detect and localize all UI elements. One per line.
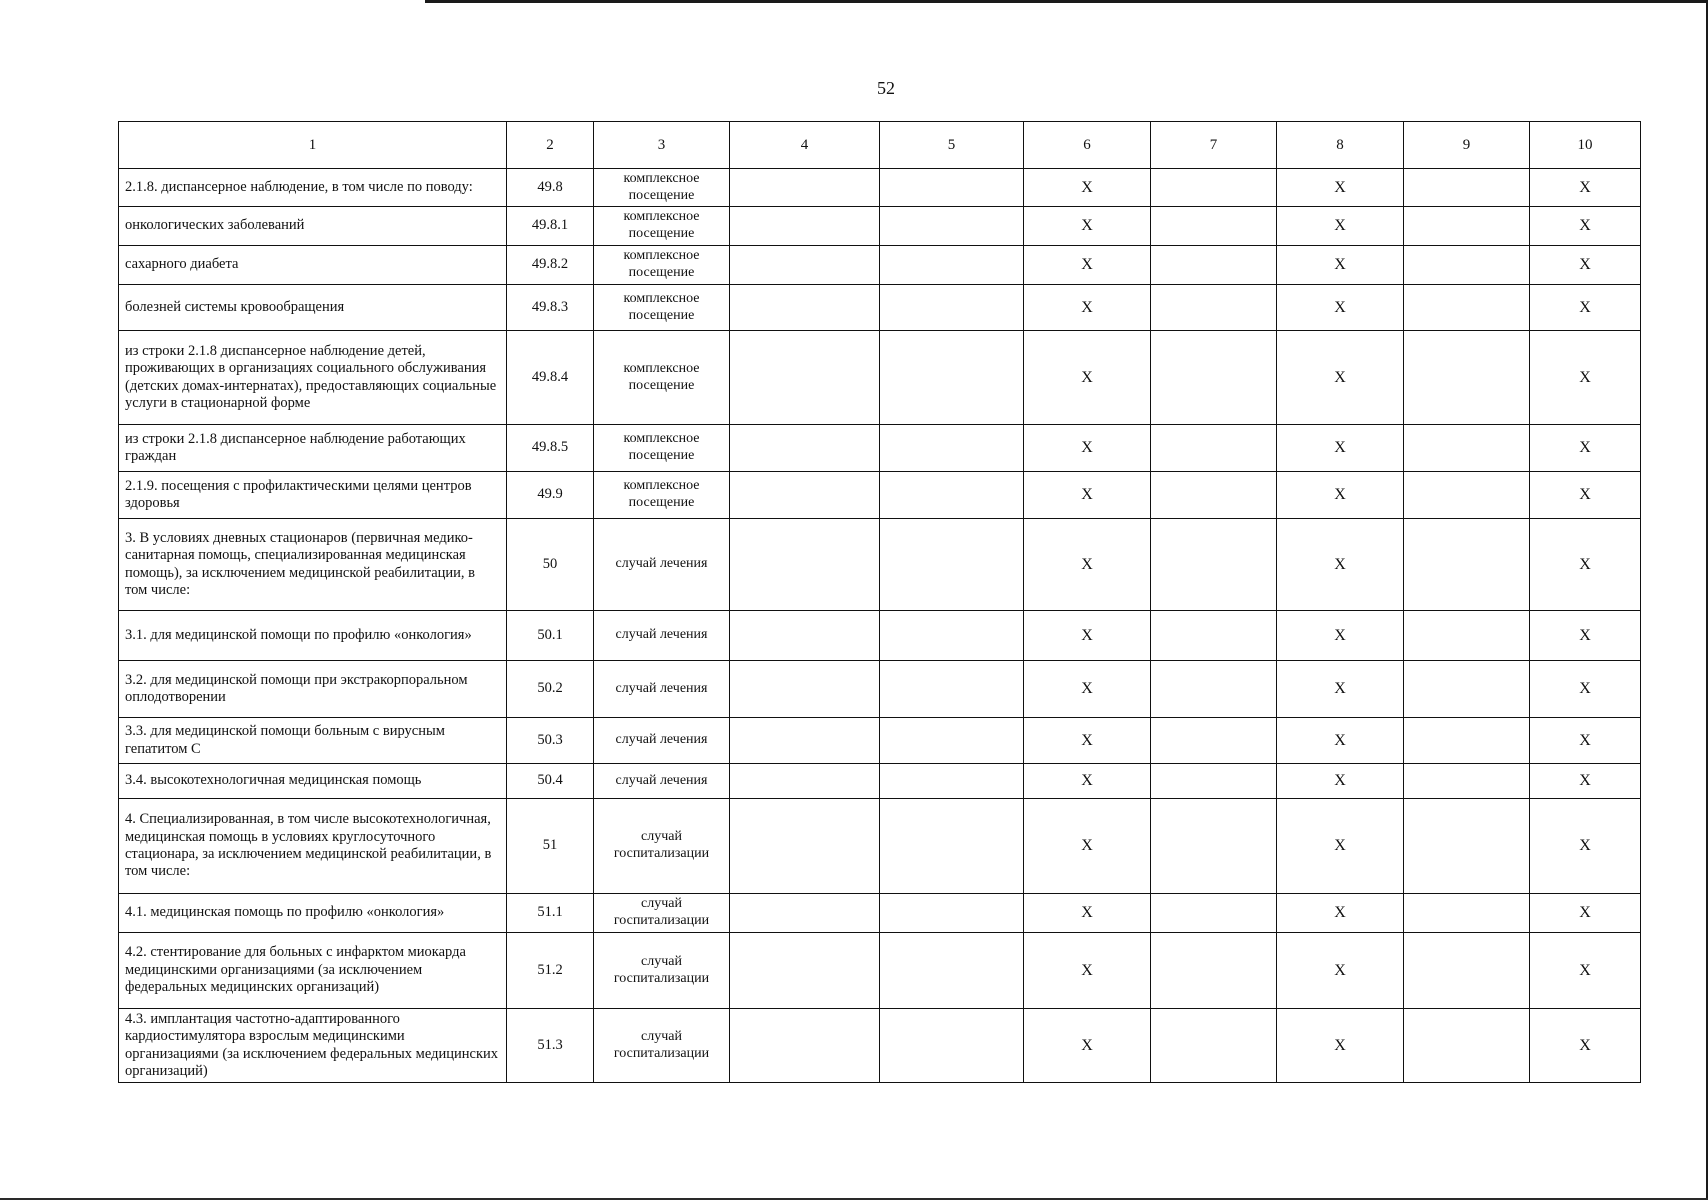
cell-x-mark: X xyxy=(1530,1009,1641,1083)
cell-empty xyxy=(730,246,880,285)
cell-empty xyxy=(1151,246,1277,285)
cell-x-mark: X xyxy=(1277,169,1404,207)
row-description: 3.4. высокотехнологичная медицинская помощь xyxy=(119,764,507,799)
cell-x-mark: X xyxy=(1530,285,1641,331)
row-unit: комплексное посещение xyxy=(594,169,730,207)
row-unit: комплексное посещение xyxy=(594,331,730,425)
row-code: 50.4 xyxy=(507,764,594,799)
cell-empty xyxy=(880,661,1024,718)
row-code: 51.3 xyxy=(507,1009,594,1083)
cell-empty xyxy=(1404,246,1530,285)
cell-empty xyxy=(880,611,1024,661)
cell-empty xyxy=(880,246,1024,285)
cell-empty xyxy=(1404,207,1530,246)
cell-x-mark: X xyxy=(1277,207,1404,246)
row-code: 51.1 xyxy=(507,894,594,933)
cell-x-mark: X xyxy=(1530,331,1641,425)
cell-x-mark: X xyxy=(1277,285,1404,331)
cell-x-mark: X xyxy=(1530,169,1641,207)
cell-empty xyxy=(1404,799,1530,894)
cell-empty xyxy=(880,718,1024,764)
cell-empty xyxy=(730,331,880,425)
table-row xyxy=(119,169,1641,207)
cell-x-mark: X xyxy=(1024,207,1151,246)
cell-empty xyxy=(1151,1009,1277,1083)
row-description: 2.1.8. диспансерное наблюдение, в том числе по поводу: xyxy=(119,169,507,207)
row-unit: комплексное посещение xyxy=(594,246,730,285)
row-description: 4.1. медицинская помощь по профилю «онкология» xyxy=(119,894,507,933)
table-row xyxy=(119,611,1641,661)
cell-x-mark: X xyxy=(1277,472,1404,519)
cell-empty xyxy=(730,661,880,718)
cell-empty xyxy=(730,472,880,519)
row-unit: случай лечения xyxy=(594,519,730,611)
cell-empty xyxy=(880,519,1024,611)
row-code: 50 xyxy=(507,519,594,611)
cell-x-mark: X xyxy=(1530,611,1641,661)
cell-empty xyxy=(880,894,1024,933)
cell-empty xyxy=(880,207,1024,246)
cell-empty xyxy=(1404,764,1530,799)
cell-x-mark: X xyxy=(1277,661,1404,718)
cell-empty xyxy=(1151,718,1277,764)
row-description: сахарного диабета xyxy=(119,246,507,285)
cell-x-mark: X xyxy=(1530,718,1641,764)
cell-empty xyxy=(730,764,880,799)
cell-empty xyxy=(1151,169,1277,207)
row-code: 50.1 xyxy=(507,611,594,661)
cell-empty xyxy=(880,331,1024,425)
column-header: 1 xyxy=(119,122,507,169)
row-description: 4.2. стентирование для больных с инфарктом миокарда медицинскими организациями (за исключением федеральных медицинских организаций) xyxy=(119,933,507,1009)
table-row xyxy=(119,799,1641,894)
cell-empty xyxy=(1151,799,1277,894)
cell-empty xyxy=(1151,425,1277,472)
cell-x-mark: X xyxy=(1530,207,1641,246)
cell-x-mark: X xyxy=(1277,611,1404,661)
cell-x-mark: X xyxy=(1024,1009,1151,1083)
cell-empty xyxy=(1404,519,1530,611)
cell-x-mark: X xyxy=(1277,246,1404,285)
row-code: 49.9 xyxy=(507,472,594,519)
cell-x-mark: X xyxy=(1277,331,1404,425)
row-description: 2.1.9. посещения с профилактическими целями центров здоровья xyxy=(119,472,507,519)
row-unit: случай лечения xyxy=(594,611,730,661)
cell-x-mark: X xyxy=(1530,425,1641,472)
cell-empty xyxy=(1151,933,1277,1009)
cell-empty xyxy=(730,799,880,894)
cell-x-mark: X xyxy=(1530,799,1641,894)
row-unit: случай госпитализации xyxy=(594,799,730,894)
cell-empty xyxy=(1151,764,1277,799)
row-unit: комплексное посещение xyxy=(594,207,730,246)
table-row xyxy=(119,718,1641,764)
column-header: 6 xyxy=(1024,122,1151,169)
column-header: 2 xyxy=(507,122,594,169)
cell-empty xyxy=(880,169,1024,207)
table-row xyxy=(119,519,1641,611)
row-unit: случай лечения xyxy=(594,764,730,799)
row-code: 49.8.5 xyxy=(507,425,594,472)
row-description: онкологических заболеваний xyxy=(119,207,507,246)
cell-x-mark: X xyxy=(1024,169,1151,207)
cell-empty xyxy=(1151,285,1277,331)
row-code: 49.8.1 xyxy=(507,207,594,246)
cell-x-mark: X xyxy=(1530,246,1641,285)
cell-empty xyxy=(1404,718,1530,764)
cell-x-mark: X xyxy=(1024,799,1151,894)
row-code: 51.2 xyxy=(507,933,594,1009)
row-description: 3. В условиях дневных стационаров (первичная медико-санитарная помощь, специализированная медицинская помощь), за исключением медицинской реабилитации, в том числе: xyxy=(119,519,507,611)
cell-x-mark: X xyxy=(1530,472,1641,519)
cell-x-mark: X xyxy=(1024,661,1151,718)
table-row xyxy=(119,425,1641,472)
cell-x-mark: X xyxy=(1024,331,1151,425)
page-number: 52 xyxy=(877,78,895,98)
cell-x-mark: X xyxy=(1024,764,1151,799)
cell-empty xyxy=(1151,519,1277,611)
cell-empty xyxy=(1151,661,1277,718)
cell-empty xyxy=(1404,331,1530,425)
row-code: 50.3 xyxy=(507,718,594,764)
row-description: 3.2. для медицинской помощи при экстракорпоральном оплодотворении xyxy=(119,661,507,718)
row-description: 4. Специализированная, в том числе высокотехнологичная, медицинская помощь в условиях круглосуточного стационара, за исключением медицинской реабилитации, в том числе: xyxy=(119,799,507,894)
cell-empty xyxy=(1404,933,1530,1009)
row-description: из строки 2.1.8 диспансерное наблюдение работающих граждан xyxy=(119,425,507,472)
cell-empty xyxy=(1404,472,1530,519)
scan-top-edge xyxy=(425,0,1708,3)
cell-empty xyxy=(880,799,1024,894)
table-header-row xyxy=(119,122,1641,169)
row-description: болезней системы кровообращения xyxy=(119,285,507,331)
row-description: из строки 2.1.8 диспансерное наблюдение детей, проживающих в организациях социального обслуживания (детских домах-интернатах), предоставляющих социальные услуги в стационарной форме xyxy=(119,331,507,425)
row-description: 3.1. для медицинской помощи по профилю «онкология» xyxy=(119,611,507,661)
row-code: 49.8 xyxy=(507,169,594,207)
cell-empty xyxy=(730,718,880,764)
column-header: 3 xyxy=(594,122,730,169)
cell-empty xyxy=(880,425,1024,472)
column-header: 9 xyxy=(1404,122,1530,169)
cell-x-mark: X xyxy=(1277,933,1404,1009)
row-description: 3.3. для медицинской помощи больным с вирусным гепатитом С xyxy=(119,718,507,764)
table-row xyxy=(119,1009,1641,1083)
column-header: 5 xyxy=(880,122,1024,169)
table-row xyxy=(119,331,1641,425)
cell-x-mark: X xyxy=(1277,764,1404,799)
column-header: 10 xyxy=(1530,122,1641,169)
cell-empty xyxy=(1404,1009,1530,1083)
cell-empty xyxy=(730,519,880,611)
cell-x-mark: X xyxy=(1024,425,1151,472)
cell-empty xyxy=(880,285,1024,331)
row-code: 49.8.4 xyxy=(507,331,594,425)
row-unit: случай лечения xyxy=(594,661,730,718)
cell-empty xyxy=(880,764,1024,799)
cell-x-mark: X xyxy=(1530,894,1641,933)
cell-empty xyxy=(730,285,880,331)
cell-x-mark: X xyxy=(1277,425,1404,472)
cell-x-mark: X xyxy=(1277,1009,1404,1083)
cell-x-mark: X xyxy=(1277,519,1404,611)
cell-x-mark: X xyxy=(1024,519,1151,611)
cell-empty xyxy=(730,933,880,1009)
cell-x-mark: X xyxy=(1530,661,1641,718)
cell-empty xyxy=(730,894,880,933)
cell-empty xyxy=(1404,661,1530,718)
cell-x-mark: X xyxy=(1277,718,1404,764)
cell-empty xyxy=(1404,285,1530,331)
column-header: 7 xyxy=(1151,122,1277,169)
table-row xyxy=(119,661,1641,718)
cell-x-mark: X xyxy=(1530,764,1641,799)
cell-x-mark: X xyxy=(1024,718,1151,764)
cell-x-mark: X xyxy=(1024,472,1151,519)
cell-x-mark: X xyxy=(1024,285,1151,331)
cell-empty xyxy=(1151,472,1277,519)
cell-empty xyxy=(1404,611,1530,661)
cell-empty xyxy=(880,933,1024,1009)
cell-empty xyxy=(1151,611,1277,661)
cell-x-mark: X xyxy=(1024,246,1151,285)
row-unit: случай госпитализации xyxy=(594,894,730,933)
row-code: 49.8.3 xyxy=(507,285,594,331)
table-row xyxy=(119,246,1641,285)
cell-empty xyxy=(730,207,880,246)
cell-empty xyxy=(730,425,880,472)
column-header: 8 xyxy=(1277,122,1404,169)
cell-empty xyxy=(730,169,880,207)
row-code: 49.8.2 xyxy=(507,246,594,285)
cell-empty xyxy=(1151,331,1277,425)
cell-empty xyxy=(880,1009,1024,1083)
row-unit: случай госпитализации xyxy=(594,933,730,1009)
row-unit: комплексное посещение xyxy=(594,425,730,472)
data-table xyxy=(118,121,1641,1083)
cell-empty xyxy=(1404,425,1530,472)
table-row xyxy=(119,285,1641,331)
row-unit: случай лечения xyxy=(594,718,730,764)
cell-x-mark: X xyxy=(1024,611,1151,661)
row-description: 4.3. имплантация частотно-адаптированного кардиостимулятора взрослым медицинскими организациями (за исключением федеральных медицинских организаций) xyxy=(119,1009,507,1083)
cell-x-mark: X xyxy=(1024,894,1151,933)
cell-x-mark: X xyxy=(1530,519,1641,611)
cell-x-mark: X xyxy=(1277,799,1404,894)
cell-empty xyxy=(730,611,880,661)
table-row xyxy=(119,933,1641,1009)
row-unit: комплексное посещение xyxy=(594,285,730,331)
cell-empty xyxy=(1151,207,1277,246)
table-row xyxy=(119,764,1641,799)
row-code: 50.2 xyxy=(507,661,594,718)
table-row xyxy=(119,472,1641,519)
cell-x-mark: X xyxy=(1024,933,1151,1009)
column-header: 4 xyxy=(730,122,880,169)
row-code: 51 xyxy=(507,799,594,894)
cell-empty xyxy=(1404,894,1530,933)
row-unit: случай госпитализации xyxy=(594,1009,730,1083)
table-row xyxy=(119,207,1641,246)
cell-empty xyxy=(880,472,1024,519)
table-row xyxy=(119,894,1641,933)
row-unit: комплексное посещение xyxy=(594,472,730,519)
cell-empty xyxy=(1151,894,1277,933)
cell-empty xyxy=(730,1009,880,1083)
cell-empty xyxy=(1404,169,1530,207)
cell-x-mark: X xyxy=(1277,894,1404,933)
cell-x-mark: X xyxy=(1530,933,1641,1009)
